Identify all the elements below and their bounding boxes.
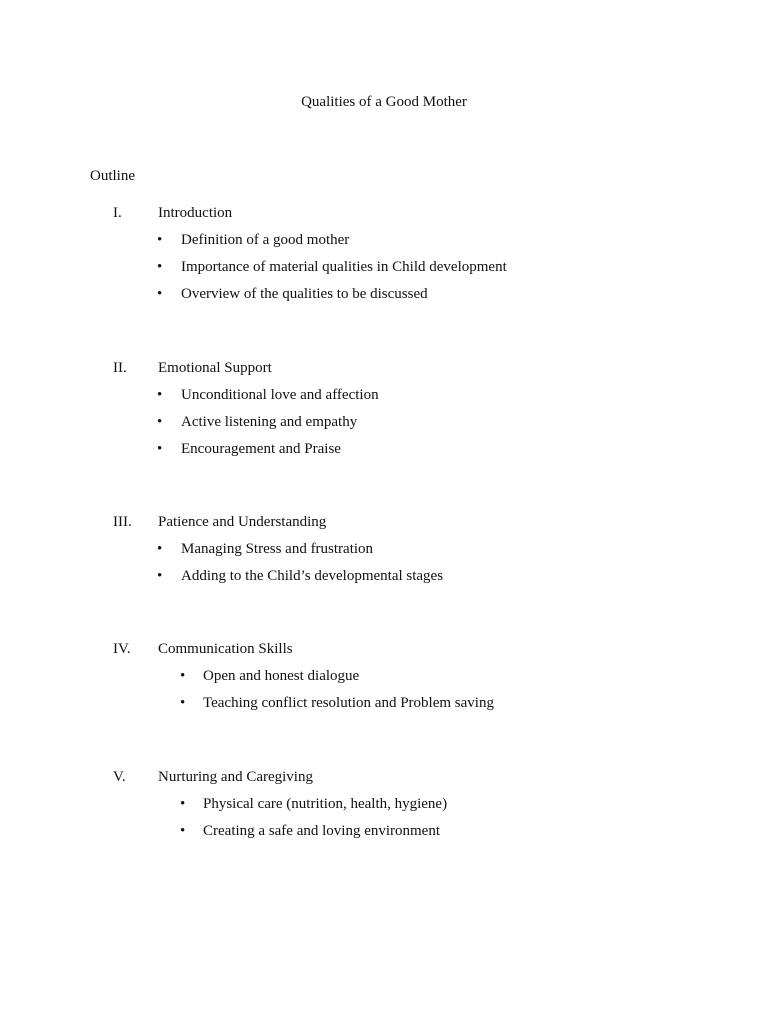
section-numeral: V. bbox=[113, 769, 126, 785]
section-title: Patience and Understanding bbox=[158, 514, 327, 530]
bullet-text: Definition of a good mother bbox=[181, 232, 350, 248]
bullet-icon: • bbox=[157, 286, 163, 302]
section-title: Introduction bbox=[158, 205, 233, 221]
section-numeral: II. bbox=[113, 360, 127, 376]
bullet-icon: • bbox=[157, 232, 163, 248]
bullet-icon: • bbox=[157, 387, 163, 403]
bullet-text: Teaching conflict resolution and Problem saving bbox=[203, 695, 494, 711]
section-numeral: III. bbox=[113, 514, 132, 530]
section-title: Nurturing and Caregiving bbox=[158, 769, 313, 785]
bullet-text: Creating a safe and loving environment bbox=[203, 823, 441, 839]
bullet-text: Managing Stress and frustration bbox=[181, 541, 374, 557]
section-title: Emotional Support bbox=[158, 360, 272, 376]
bullet-icon: • bbox=[157, 441, 163, 457]
document-title: Qualities of a Good Mother bbox=[301, 94, 467, 110]
bullet-text: Unconditional love and affection bbox=[181, 387, 379, 403]
bullet-text: Adding to the Child’s developmental stages bbox=[181, 568, 444, 584]
bullet-text: Physical care (nutrition, health, hygiene) bbox=[203, 796, 448, 812]
bullet-icon: • bbox=[180, 796, 186, 812]
bullet-icon: • bbox=[157, 541, 163, 557]
bullet-text: Open and honest dialogue bbox=[203, 668, 360, 684]
bullet-icon: • bbox=[180, 695, 186, 711]
section-title: Communication Skills bbox=[158, 641, 293, 657]
bullet-icon: • bbox=[157, 568, 163, 584]
section-numeral: I. bbox=[113, 205, 122, 221]
outline-heading: Outline bbox=[90, 168, 135, 184]
bullet-text: Active listening and empathy bbox=[181, 414, 358, 430]
bullet-icon: • bbox=[157, 259, 163, 275]
section-numeral: IV. bbox=[113, 641, 131, 657]
bullet-icon: • bbox=[180, 668, 186, 684]
bullet-icon: • bbox=[157, 414, 163, 430]
bullet-icon: • bbox=[180, 823, 186, 839]
bullet-text: Encouragement and Praise bbox=[181, 441, 341, 457]
bullet-text: Importance of material qualities in Child development bbox=[181, 259, 507, 275]
bullet-text: Overview of the qualities to be discussed bbox=[181, 286, 428, 302]
